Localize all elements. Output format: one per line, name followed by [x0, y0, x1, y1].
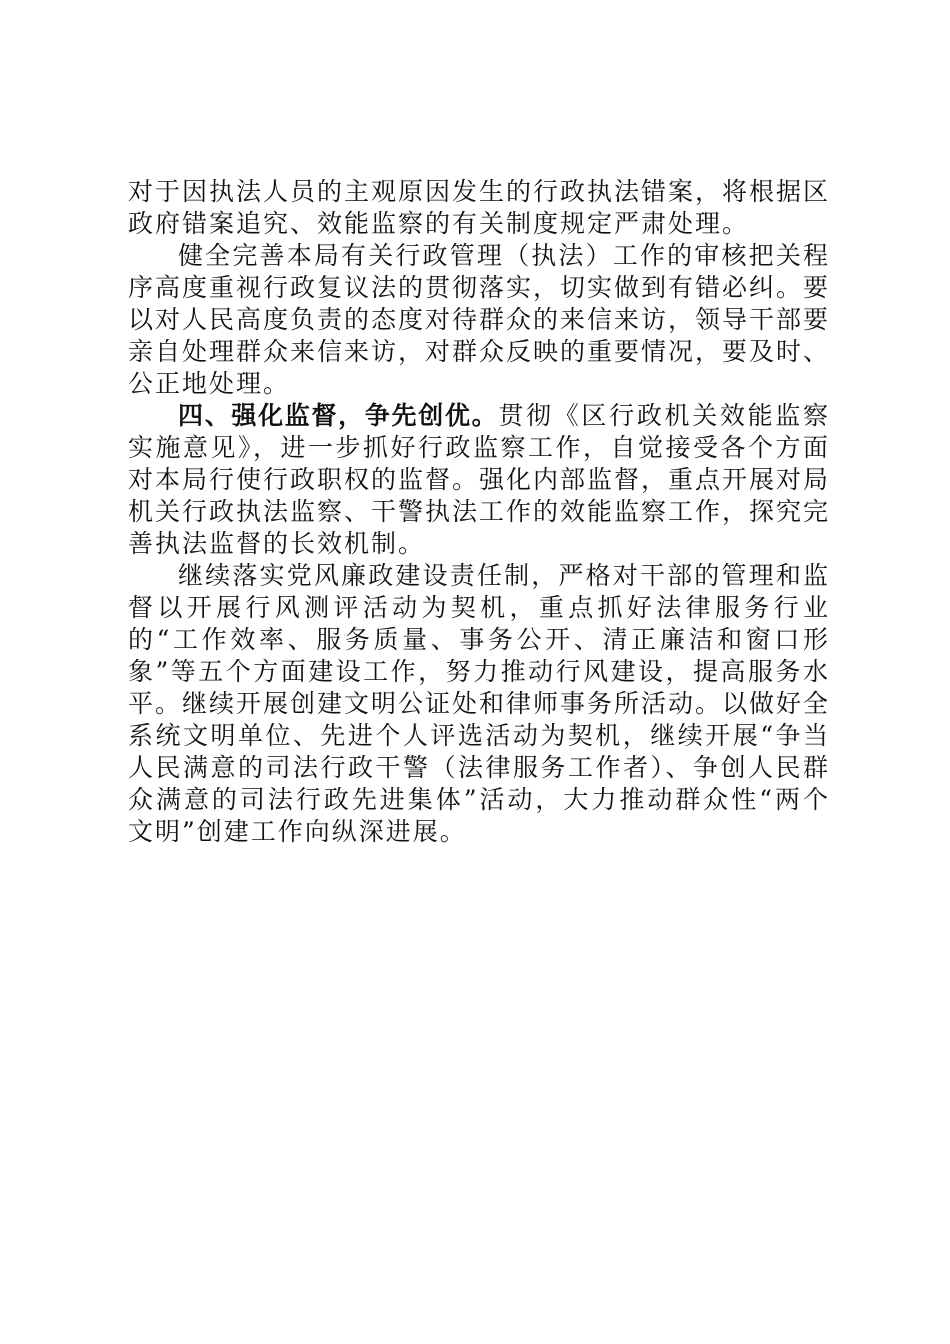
- paragraph-text: 贯彻《区行政机关效能监察实施意见》，进一步抓好行政监察工作，自觉接受各个方面对本局行使行政职权的监督。强化内部监督，重点开展对局机关行政执法监察、干警执法工作的效能监察工作，探究完善执法监督的长效机制。: [128, 401, 831, 558]
- paragraph-integrity: 继续落实党风廉政建设责任制，严格对干部的管理和监督以开展行风测评活动为契机，重点抓好法律服务行业的“工作效率、服务质量、事务公开、清正廉洁和窗口形象”等五个方面建设工作，努力推动行风建设，提高服务水平。继续开展创建文明公证处和律师事务所活动。以做好全系统文明单位、先进个人评选活动为契机，继续开展“争当人民满意的司法行政干警（法律服务工作者）、争创人民群众满意的司法行政先进集体”活动，大力推动群众性“两个文明”创建工作向纵深进展。: [128, 561, 831, 846]
- paragraph-supervision: [128, 400, 830, 560]
- document-body: [128, 176, 830, 848]
- paragraph-continuation: 对于因执法人员的主观原因发生的行政执法错案，将根据区政府错案追究、效能监察的有关制度规定严肃处理。: [128, 177, 831, 238]
- section-heading: 四、强化监督，争先创优。: [178, 401, 499, 430]
- paragraph-review-procedure: 健全完善本局有关行政管理（执法）工作的审核把关程序高度重视行政复议法的贯彻落实，切实做到有错必纠。要以对人民高度负责的态度对待群众的来信来访，领导干部要亲自处理群众来信来访，对群众反映的重要情况，要及时、公正地处理。: [128, 241, 831, 398]
